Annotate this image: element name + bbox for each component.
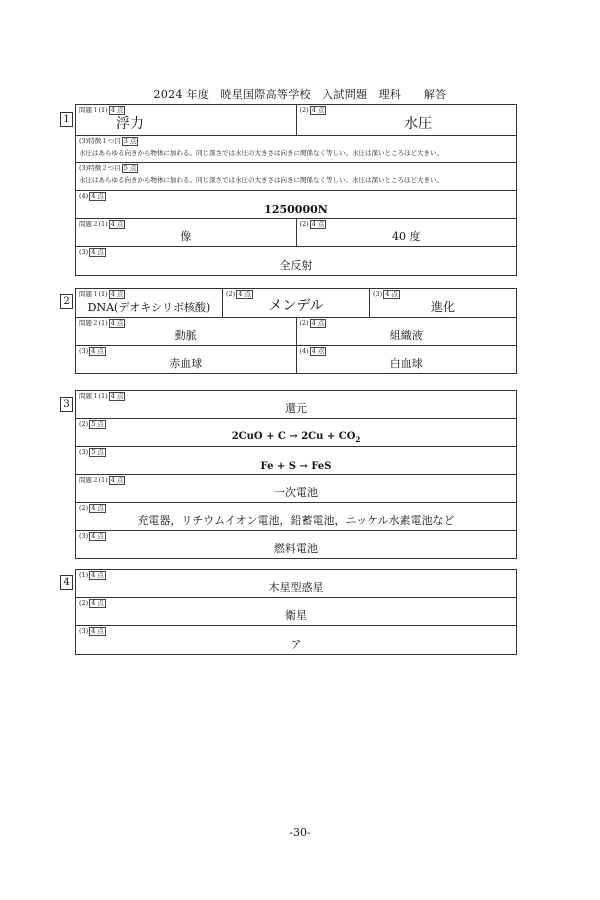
table-row — [76, 346, 516, 373]
answer-cell — [76, 475, 516, 502]
question-label: (2) 4 点 — [79, 599, 104, 607]
section-number-4: 4 — [60, 575, 73, 590]
answer-text: 水圧はあらゆる向きから物体に加わる。同じ深さでは水圧の大きさは向きに関係なく等しい。水圧は深いところほど大きい。 — [79, 176, 443, 184]
chemical-equation: $2CuO + C \to 2Cu + CO_2$ — [231, 431, 361, 444]
question-label: 問題２(1) 4 点 — [79, 319, 124, 327]
question-label: (3) 4 点 — [79, 347, 104, 355]
page-number: -30- — [289, 826, 311, 839]
question-label: (2) 5 点 — [79, 420, 104, 428]
page-title: 2024 年度 暁星国際高等学校 入試問題 理科 解答 — [153, 88, 447, 101]
answer-text: 衛星 — [285, 609, 307, 622]
answer-cell — [76, 289, 222, 317]
question-label: (3) 4 点 — [79, 248, 104, 256]
answer-cell — [76, 219, 296, 246]
answer-cell — [76, 531, 516, 558]
table-row — [76, 503, 516, 531]
answer-cell — [76, 136, 516, 162]
table-row — [76, 247, 516, 275]
answer-cell — [76, 447, 516, 474]
table-row — [76, 391, 516, 419]
answer-cell — [76, 105, 296, 135]
question-label: 問題１(1) 4 点 — [79, 106, 124, 114]
table-row — [76, 419, 516, 447]
answer-text: 充電器，リチウムイオン電池，鉛蓄電池，ニッケル水素電池など — [137, 514, 455, 527]
answer-text: 進化 — [430, 300, 455, 314]
answer-cell — [76, 191, 516, 218]
question-label: 問題１(1) 4 点 — [79, 392, 124, 400]
answer-text: 1250000N — [264, 203, 328, 216]
question-label: 問題１(1) 4 点 — [79, 290, 124, 298]
question-label: (2) 4 点 — [299, 319, 325, 327]
answer-text: ア — [290, 638, 302, 651]
answer-cell — [296, 318, 517, 345]
table-row — [76, 136, 516, 163]
answer-table-section-2 — [75, 288, 517, 374]
question-label: 問題２(1) 4 点 — [79, 220, 124, 228]
answer-cell — [76, 626, 516, 654]
answer-cell — [296, 105, 517, 135]
answer-text: メンデル — [268, 298, 324, 314]
question-label: (3)特徴２つ目 5 点 — [79, 164, 137, 172]
question-label: (1) 4 点 — [79, 571, 104, 579]
answer-text: 燃料電池 — [274, 542, 318, 555]
table-row — [76, 289, 516, 318]
question-label: (2) 4 点 — [226, 290, 251, 298]
answer-table-section-4 — [75, 569, 517, 655]
question-label: (2) 4 点 — [299, 220, 325, 228]
answer-cell — [76, 503, 516, 530]
table-row — [76, 570, 516, 598]
question-label: (3) 4 点 — [79, 532, 104, 540]
table-row — [76, 163, 516, 191]
answer-text: 組織液 — [389, 329, 423, 342]
question-label: (2) 4 点 — [79, 504, 104, 512]
question-label: (3) 4 点 — [373, 290, 398, 298]
answer-text: 還元 — [285, 402, 307, 415]
answer-cell — [76, 419, 516, 446]
answer-text: 一次電池 — [274, 486, 318, 499]
answer-text: 水圧 — [404, 116, 432, 132]
question-label: (2) 4 点 — [299, 106, 325, 114]
table-row — [76, 318, 516, 346]
section-number-2: 2 — [60, 294, 73, 309]
answer-text: 木星型惑星 — [268, 581, 324, 594]
table-row — [76, 105, 516, 136]
answer-text: 浮力 — [116, 116, 144, 132]
answer-text: 動脈 — [174, 329, 197, 342]
answer-cell — [296, 219, 517, 246]
answer-text: 水圧はあらゆる向きから物体に加わる。同じ深さでは水圧の大きさは向きに関係なく等しい。水圧は深いところほど大きい。 — [79, 149, 443, 157]
answer-cell — [222, 289, 369, 317]
answer-cell — [369, 289, 516, 317]
table-row — [76, 447, 516, 475]
table-row — [76, 598, 516, 626]
answer-text: 40 度 — [392, 230, 421, 243]
answer-cell — [76, 570, 516, 597]
table-row — [76, 219, 516, 247]
question-label: (3) 5 点 — [79, 448, 104, 456]
section-number-1: 1 — [60, 112, 73, 127]
answer-text: 全反射 — [279, 259, 313, 272]
answer-text: 白血球 — [389, 357, 423, 370]
question-label: (3) 4 点 — [79, 627, 104, 635]
answer-text: 像 — [180, 230, 192, 243]
answer-cell — [76, 346, 296, 373]
question-label: (3)特徴１つ目 3 点 — [79, 137, 137, 145]
answer-cell — [76, 391, 516, 418]
question-label: 問題２(1) 4 点 — [79, 476, 124, 484]
section-number-3: 3 — [60, 397, 73, 412]
answer-table-section-1 — [75, 104, 517, 276]
answer-cell — [296, 346, 517, 373]
table-row — [76, 475, 516, 503]
answer-cell — [76, 247, 516, 275]
chemical-equation: Fe + S → FeS — [260, 461, 332, 472]
table-row — [76, 191, 516, 219]
answer-cell — [76, 163, 516, 190]
question-label: (4) 4 点 — [299, 347, 325, 355]
table-row — [76, 626, 516, 654]
question-label: (4) 4 点 — [79, 192, 104, 200]
answer-table-section-3 — [75, 390, 517, 559]
answer-cell — [76, 598, 516, 625]
answer-cell — [76, 318, 296, 345]
answer-text: 赤血球 — [169, 357, 203, 370]
table-row — [76, 531, 516, 558]
answer-text: DNA(デオキシリボ核酸) — [87, 301, 211, 314]
